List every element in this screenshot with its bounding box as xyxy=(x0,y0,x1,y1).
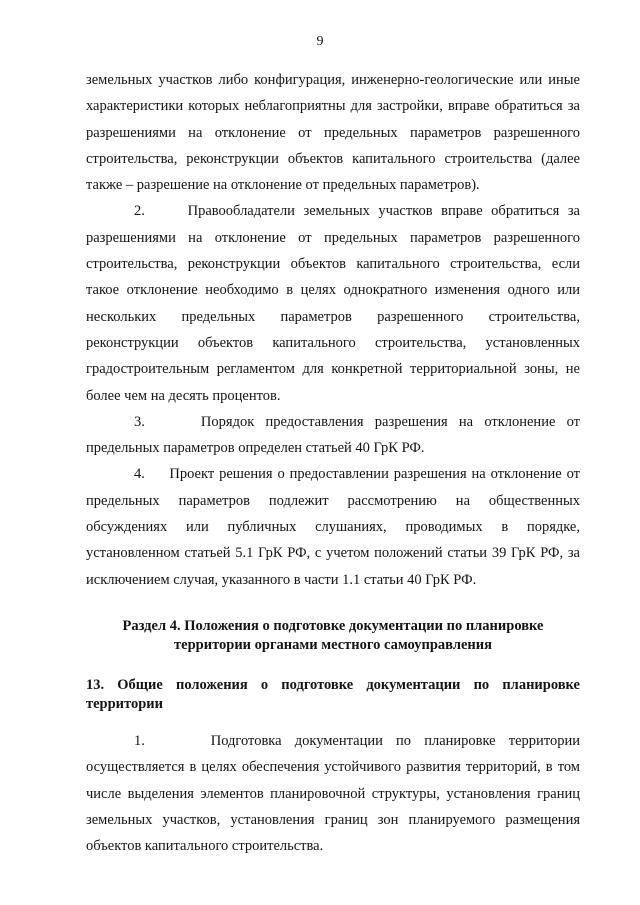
paragraph-13-item-1: 1. Подготовка документации по планировке территории осуществляется в целях обеспечения устойчивого развития территорий, в том числе выделения элементов планировочной структуры, установления границ земельных участков, установления границ зон планируемого размещения объектов капитального строительства. xyxy=(86,732,580,855)
paragraph-item-2: 2. Правообладатели земельных участков вправе обратиться за разрешениями на отклонение от предельных параметров разрешенного строительства, реконструкции объектов капитального строительства, если такое отклонение необходимо в целях однократного изменения одного или нескольких предельных параметров разрешенного строительства, реконструкции объектов капитального строительства, установленных градостроительным регламентом для конкретной территориальной зоны, не более чем на десять процентов. xyxy=(86,203,580,404)
paragraph-item-3: 3. Порядок предоставления разрешения на отклонение от предельных параметров определен статьей 40 ГрК РФ. xyxy=(86,413,580,457)
paragraph-item-4: 4. Проект решения о предоставлении разрешения на отклонение от предельных параметров подлежит рассмотрению на общественных обсуждениях или публичных слушаниях, проводимых в порядке, установленном статьей 5.1 ГрК РФ, с учетом положений статьи 39 ГрК РФ, за исключением случая, указанного в части 1.1 статьи 40 ГрК РФ. xyxy=(86,466,580,588)
paragraph-continuation: земельных участков либо конфигурация, инженерно-геологические или иные характеристики которых неблагоприятны для застройки, вправе обратиться за разрешениями на отклонение от предельных параметров разрешенного строительства, реконструкции объектов капитального строительства (далее также – разрешение на отклонение от предельных параметров). xyxy=(86,72,580,194)
section-heading: Раздел 4. Положения о подготовке документации по планировке территории органами местного самоуправления xyxy=(122,617,544,653)
document-body xyxy=(86,67,580,859)
page-number: 9 xyxy=(316,34,324,49)
sub-heading: 13. Общие положения о подготовке документации по планировке территории xyxy=(86,676,580,712)
